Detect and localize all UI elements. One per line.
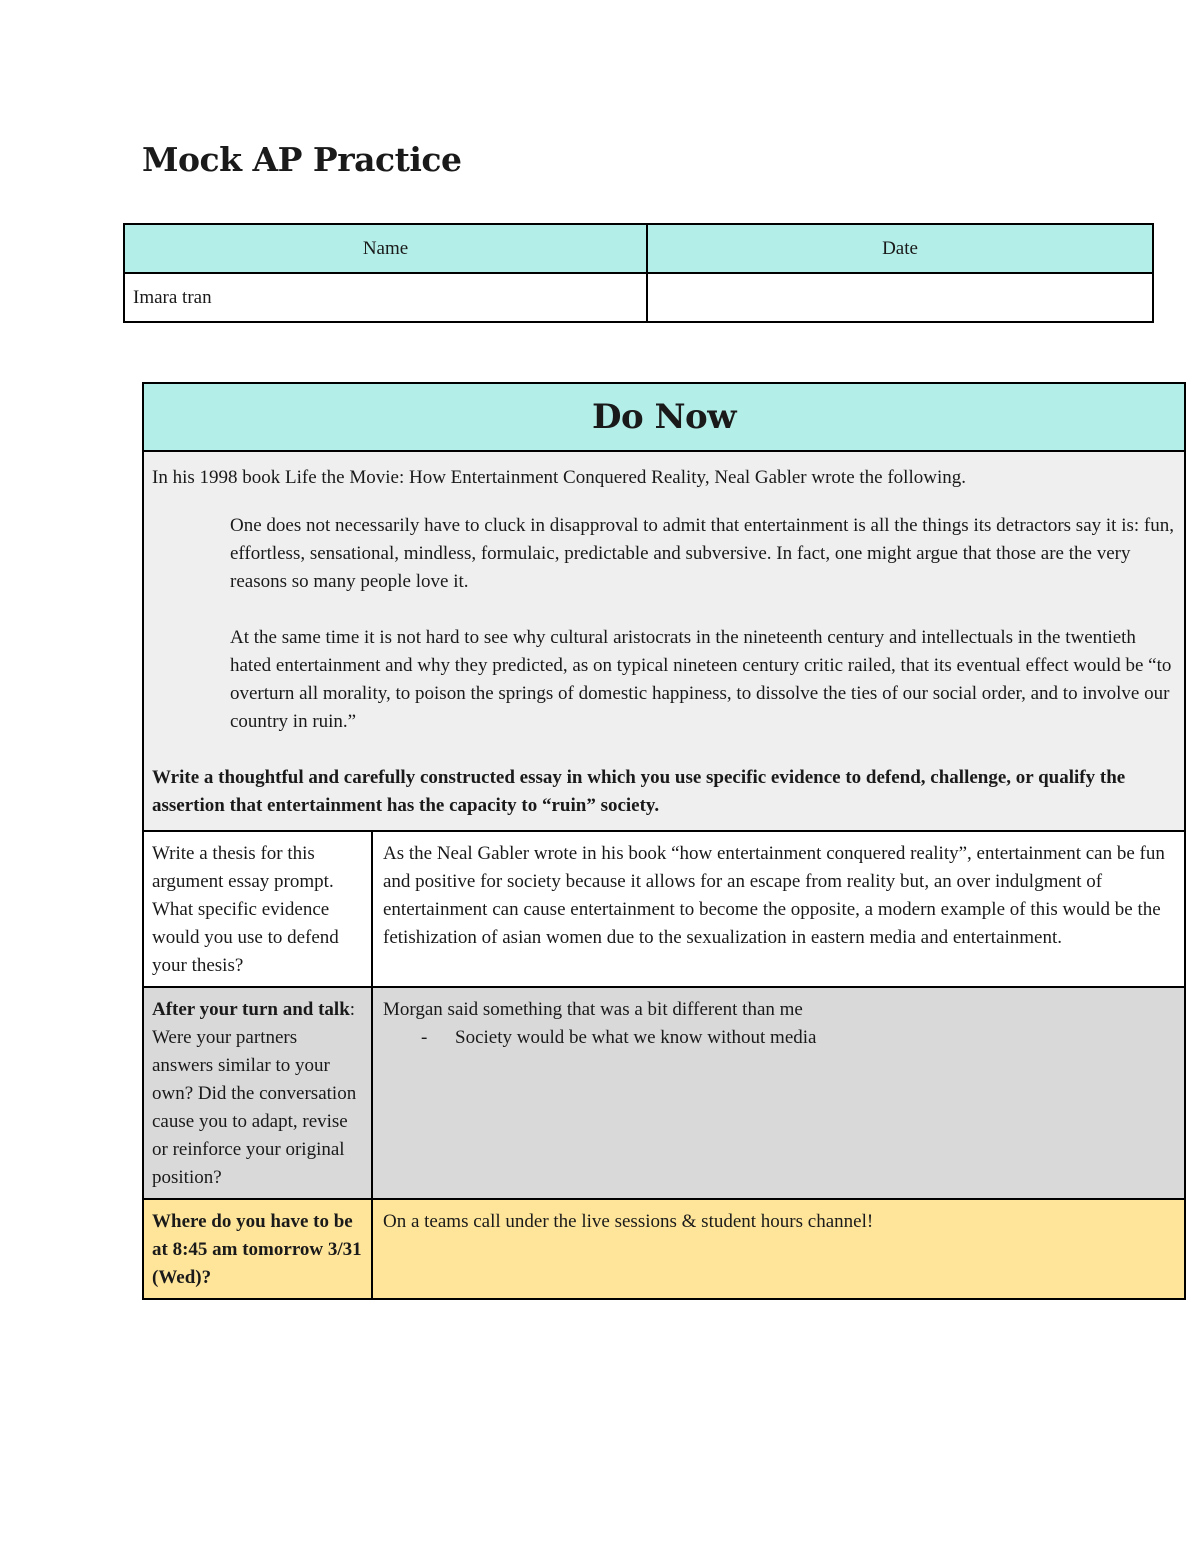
location-question: Where do you have to be at 8:45 am tomorrow 3/31 (Wed)? xyxy=(143,1199,372,1299)
thesis-row xyxy=(143,831,1185,987)
name-date-table xyxy=(123,223,1154,323)
do-now-heading-row xyxy=(143,383,1185,451)
name-date-value-row xyxy=(124,273,1153,322)
thesis-question: Write a thesis for this argument essay prompt. What specific evidence would you use to defend your thesis? xyxy=(143,831,372,987)
turn-talk-answer-line: Morgan said something that was a bit different than me xyxy=(383,999,803,1020)
thesis-answer[interactable]: As the Neal Gabler wrote in his book “how entertainment conquered reality”, entertainment can be fun and positive for society because it allows for an escape from reality but, an over indulgment of entertainment can cause entertainment to become the opposite, a modern example of this would be the fetishization of asian women due to the sexualization in eastern media and entertainment. xyxy=(372,831,1185,987)
turn-talk-question xyxy=(143,987,372,1199)
location-row xyxy=(143,1199,1185,1299)
turn-talk-answer[interactable] xyxy=(372,987,1185,1199)
turn-talk-bullet-text: Society would be what we know without media xyxy=(455,1027,817,1048)
name-field[interactable]: Imara tran xyxy=(124,273,647,322)
prompt-intro: In his 1998 book Life the Movie: How Entertainment Conquered Reality, Neal Gabler wrote the following. xyxy=(152,467,966,488)
location-answer[interactable]: On a teams call under the live sessions & student hours channel! xyxy=(372,1199,1185,1299)
prompt-cell xyxy=(143,451,1185,831)
do-now-heading: Do Now xyxy=(143,383,1185,451)
quote-paragraph-1: One does not necessarily have to cluck in disapproval to admit that entertainment is all the things its detractors say it is: fun, effortless, sensational, mindless, formulaic, predictable and subversive. In fact, one might argue that those are the very reasons so many people love it. xyxy=(230,515,1174,592)
name-date-header-row xyxy=(124,224,1153,273)
prompt-row xyxy=(143,451,1185,831)
bullet-dash: - xyxy=(421,1027,428,1048)
date-field[interactable] xyxy=(647,273,1153,322)
turn-talk-bullet xyxy=(383,1024,1176,1052)
turn-talk-row xyxy=(143,987,1185,1199)
do-now-table xyxy=(142,382,1186,1300)
turn-talk-question-rest: : Were your partners answers similar to your own? Did the conversation cause you to adapt, revise or reinforce your original position? xyxy=(152,999,357,1188)
prompt-task: Write a thoughtful and carefully constructed essay in which you use specific evidence to defend, challenge, or qualify the assertion that entertainment has the capacity to “ruin” society. xyxy=(152,767,1126,816)
date-header: Date xyxy=(647,224,1153,273)
page-title: Mock AP Practice xyxy=(142,140,462,179)
turn-talk-question-bold: After your turn and talk xyxy=(152,999,350,1020)
name-header: Name xyxy=(124,224,647,273)
quote-paragraph-2: At the same time it is not hard to see why cultural aristocrats in the nineteenth century and intellectuals in the twentieth hated entertainment and why they predicted, as on typical nineteen century critic railed, that its eventual effect would be “to overturn all morality, to poison the springs of domestic happiness, to dissolve the ties of our social order, and to involve our country in ruin.” xyxy=(230,627,1172,732)
